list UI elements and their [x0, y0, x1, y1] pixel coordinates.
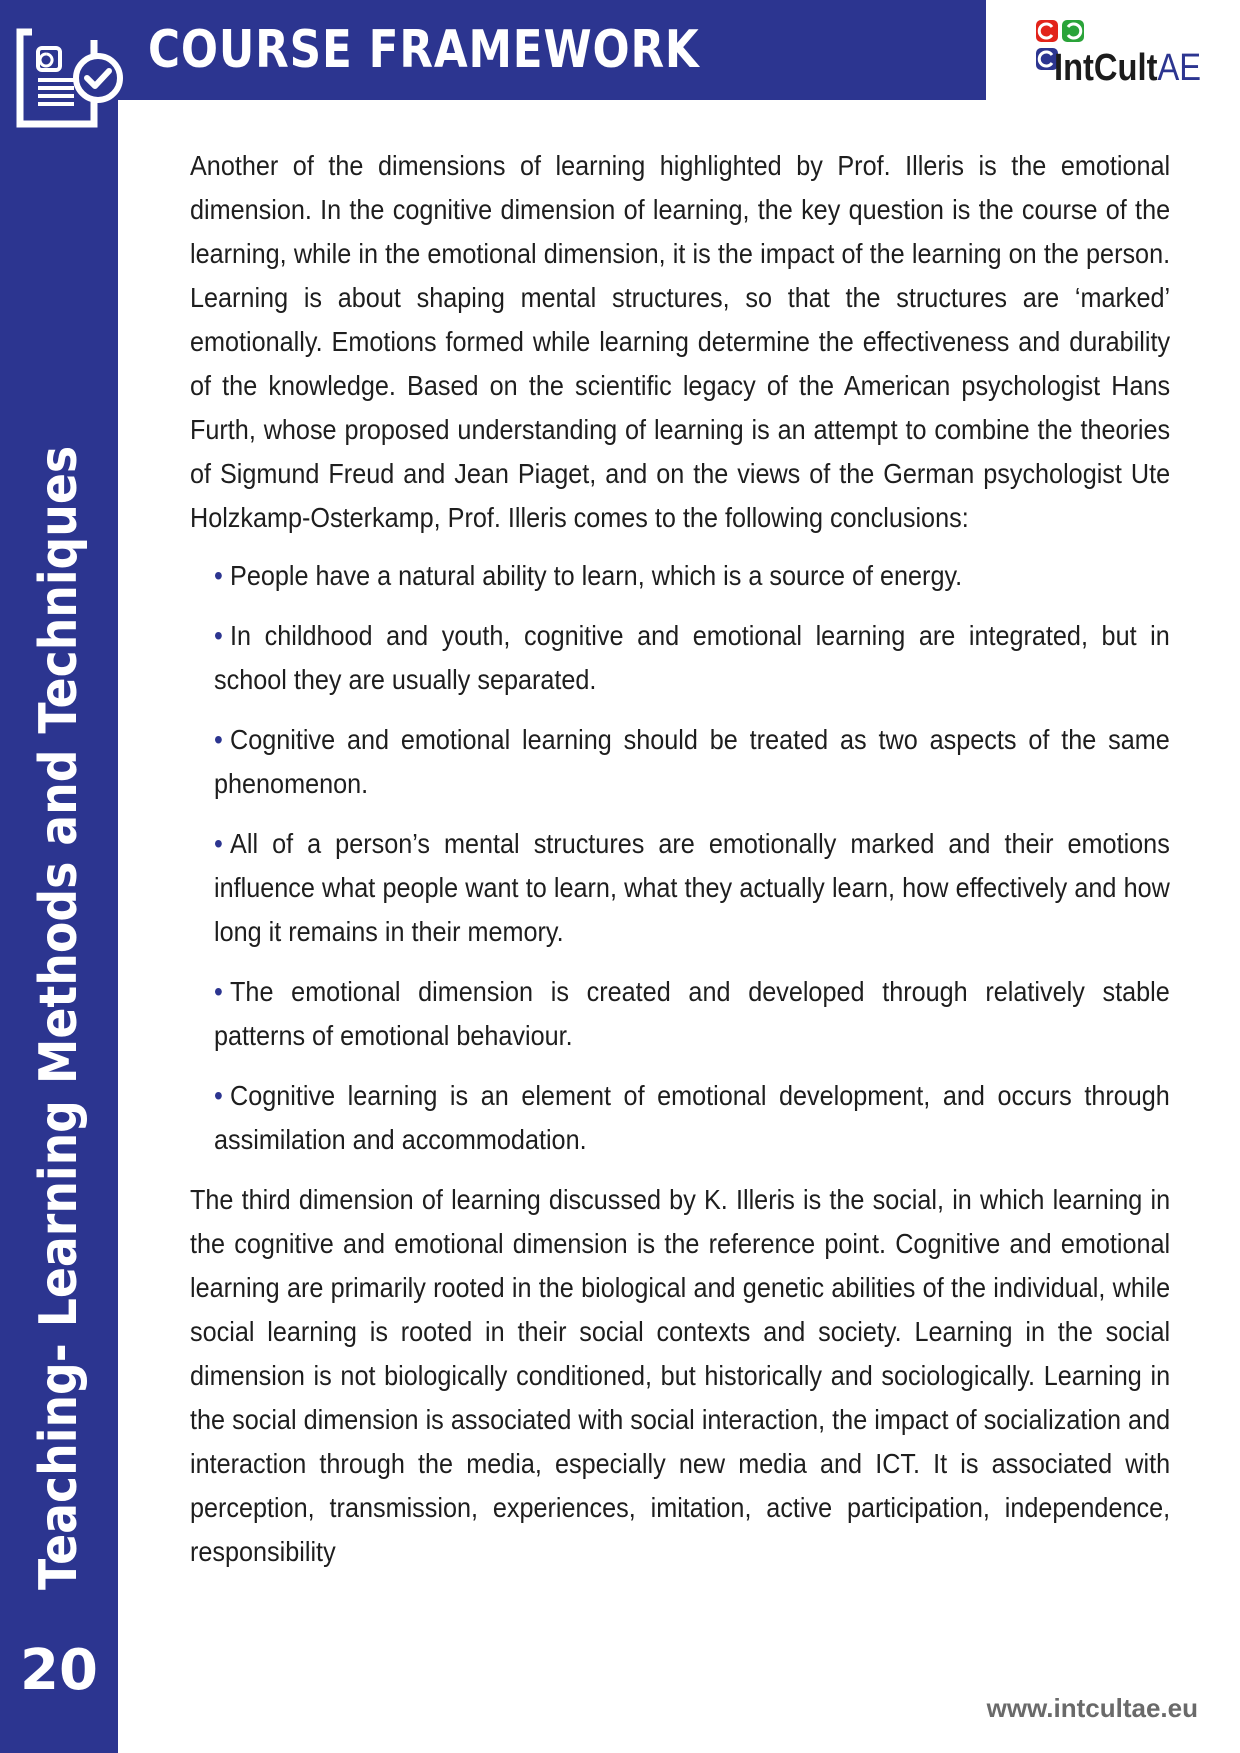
list-item	[214, 554, 1170, 598]
list-item-text: Cognitive and emotional learning should be treated as two aspects of the same phenomenon.	[214, 724, 1170, 799]
bullet-dot: •	[214, 724, 223, 755]
bullet-dot: •	[214, 976, 223, 1007]
sidebar-vertical-title	[26, 440, 92, 1590]
list-item-text: The emotional dimension is created and developed through relatively stable patterns of emotional behaviour.	[214, 976, 1170, 1051]
checklist-document-icon	[16, 22, 124, 134]
logo-wordmark-light: AE	[1157, 47, 1202, 89]
intro-paragraph: Another of the dimensions of learning highlighted by Prof. Illeris is the emotional dimension. In the cognitive dimension of learning, the key question is the course of the learning, while in the emotional dimension, it is the impact of the learning on the person. Learning is about shaping mental structures, so that the structures are ‘marked’ emotionally. Emotions formed while learning determine the effectiveness and durability of the knowledge. Based on the scientific legacy of the American psychologist Hans Furth, whose proposed understanding of learning is an attempt to combine the theories of Sigmund Freud and Jean Piaget, and on the views of the German psychologist Ute Holzkamp-Osterkamp, Prof. Illeris comes to the following conclusions:	[190, 150, 1171, 533]
list-item	[214, 822, 1170, 954]
page-header-title: COURSE FRAMEWORK	[148, 20, 700, 80]
bullet-dot: •	[214, 1080, 223, 1111]
list-item-text: People have a natural ability to learn, which is a source of energy.	[230, 560, 963, 591]
list-item	[214, 1074, 1170, 1162]
list-item-text: In childhood and youth, cognitive and emotional learning are integrated, but in school they are usually separated.	[214, 620, 1170, 695]
logo-wordmark	[1054, 46, 1201, 90]
logo-wordmark-bold: IntCult	[1054, 47, 1158, 89]
main-content	[190, 144, 1170, 1574]
closing-paragraph: The third dimension of learning discussed by K. Illeris is the social, in which learning in the cognitive and emotional dimension is the reference point. Cognitive and emotional learning are primarily rooted in the biological and genetic abilities of the individual, while social learning is rooted in their social contexts and society. Learning in the social dimension is not biologically conditioned, but historically and sociologically. Learning in the social dimension is associated with social interaction, the impact of socialization and interaction through the media, especially new media and ICT. It is associated with perception, transmission, experiences, imitation, active participation, independence, responsibility	[190, 1184, 1171, 1567]
bullet-dot: •	[214, 828, 223, 859]
list-item	[214, 970, 1170, 1058]
list-item	[214, 614, 1170, 702]
footer-website-link[interactable]: www.intcultae.eu	[986, 1693, 1198, 1723]
list-item	[214, 718, 1170, 806]
list-item-text: Cognitive learning is an element of emotional development, and occurs through assimilation and accommodation.	[214, 1080, 1170, 1155]
bullet-dot: •	[214, 560, 223, 591]
conclusions-list	[214, 554, 1170, 1162]
list-item-text: All of a person’s mental structures are emotionally marked and their emotions influence what people want to learn, what they actually learn, how effectively and how long it remains in their memory.	[214, 828, 1170, 947]
sidebar-title-text: Teaching- Learning Methods and Techniques	[29, 445, 89, 1590]
bullet-dot: •	[214, 620, 223, 651]
page-number: 20	[20, 1638, 98, 1703]
